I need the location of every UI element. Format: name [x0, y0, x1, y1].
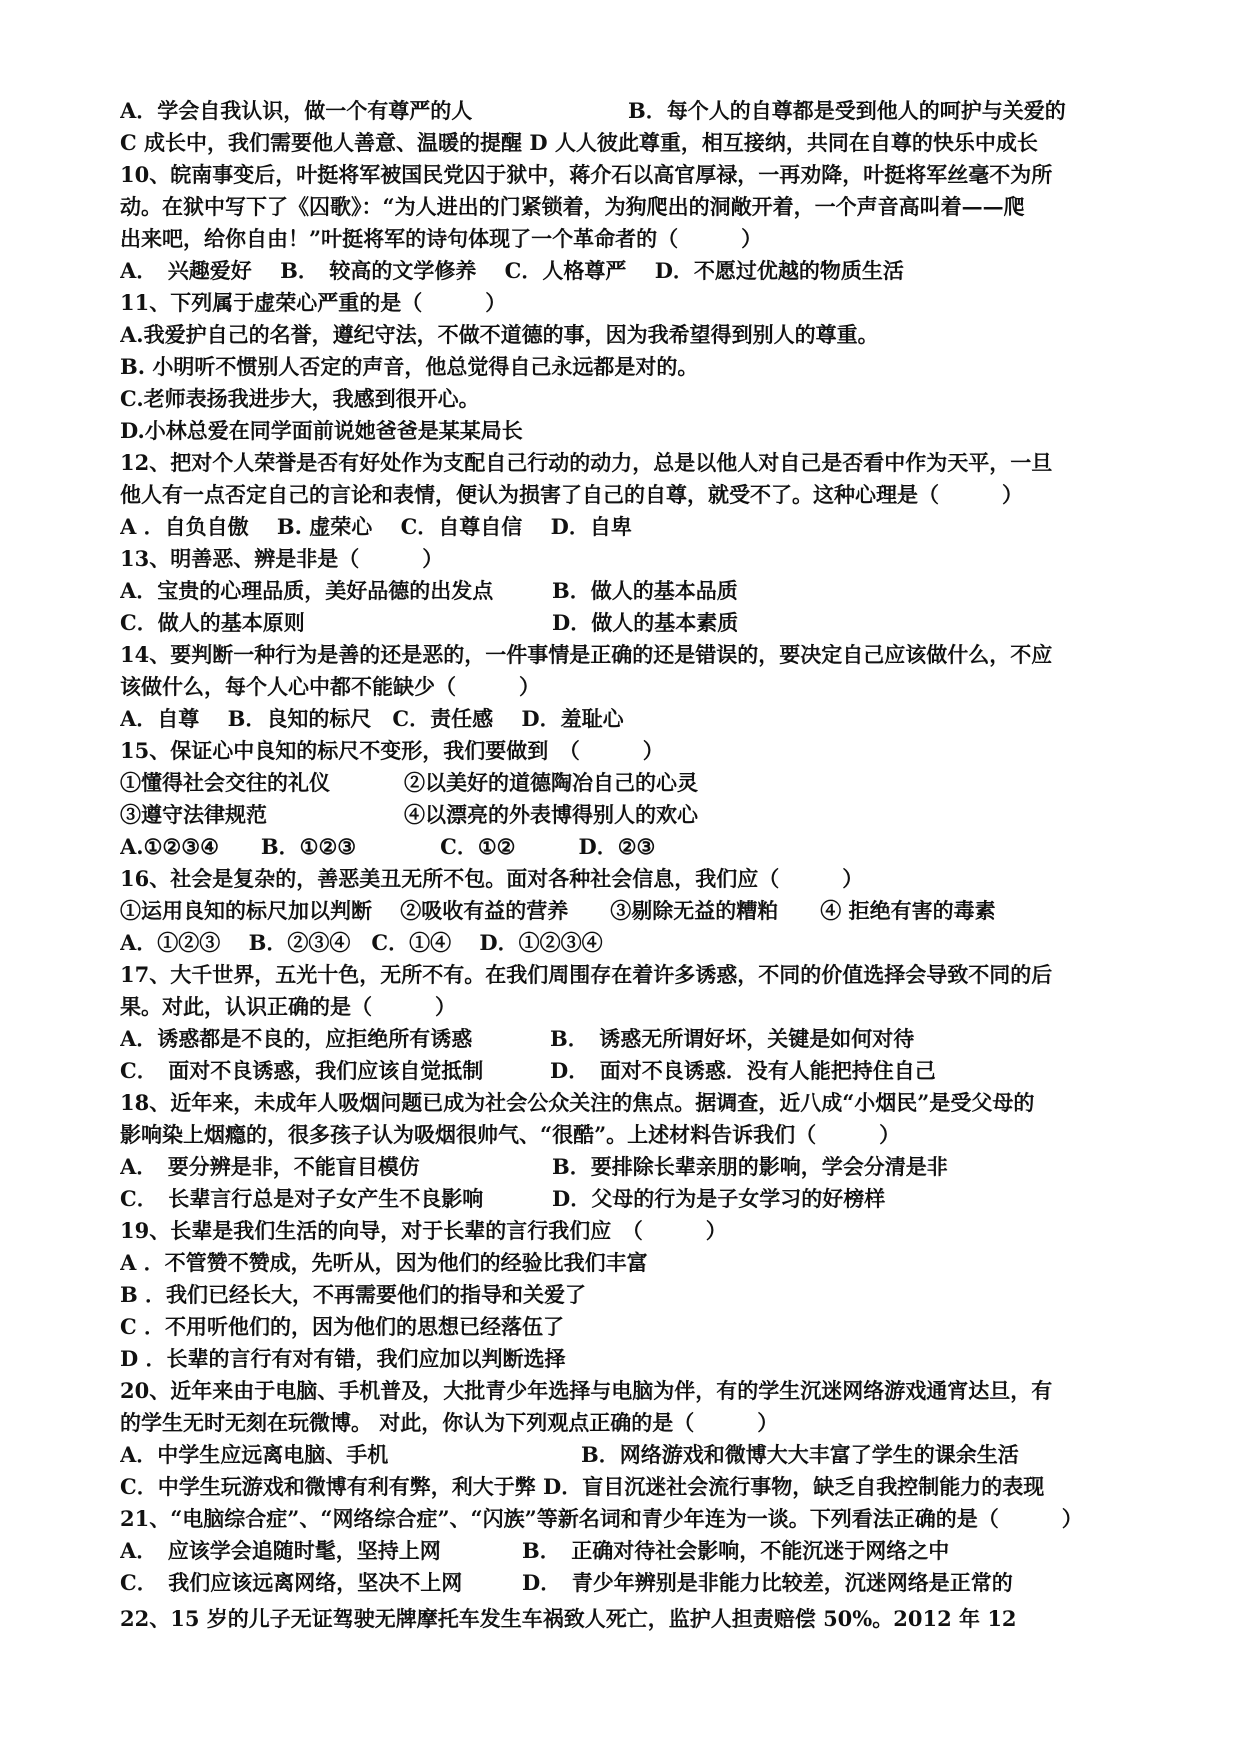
option-d: D．做人的基本素质	[552, 610, 739, 635]
question-14-stem: 该做什么，每个人心中都不能缺少（ ）	[120, 674, 540, 699]
question-11-option-d: D.小林总爱在同学面前说她爸爸是某某局长	[120, 418, 523, 443]
option-a: A． 应该学会追随时髦，坚持上网	[120, 1538, 441, 1563]
option-b: B． 正确对待社会影响，不能沉迷于网络之中	[522, 1538, 950, 1563]
question-20-stem: 20、近年来由于电脑、手机普及，大批青少年选择与电脑为伴，有的学生沉迷网络游戏通宵达旦，有	[120, 1378, 1053, 1403]
question-17-stem: 17、大千世界，五光十色，无所不有。在我们周围存在着许多诱惑，不同的价值选择会导致不同的后	[120, 962, 1053, 987]
question-21-stem: 21、“电脑综合症”、“网络综合症”、“闪族”等新名词和青少年连为一谈。下列看法正确的是（ ）	[120, 1506, 1083, 1531]
option-d: D． 青少年辨别是非能力比较差，沉迷网络是正常的	[522, 1570, 1013, 1595]
option-b: B．要排除长辈亲朋的影响，学会分清是非	[552, 1154, 948, 1179]
question-16-items: ①运用良知的标尺加以判断 ②吸收有益的营养 ③剔除无益的糟粕 ④ 拒绝有害的毒素	[120, 898, 996, 923]
question-16-stem: 16、社会是复杂的，善恶美丑无所不包。面对各种社会信息，我们应（ ）	[120, 866, 864, 891]
option-d: D． 面对不良诱惑．没有人能把持住自己	[550, 1058, 936, 1083]
question-17-options-cd	[120, 1055, 1130, 1087]
option-line-9	[120, 95, 1130, 127]
option-d: D．父母的行为是子女学习的好榜样	[552, 1186, 886, 1211]
question-22-stem: 22、15 岁的儿子无证驾驶无牌摩托车发生车祸致人死亡，监护人担责赔偿 50%。2012 年 12	[120, 1606, 1017, 1631]
question-18-options-ab	[120, 1151, 1130, 1183]
option-c: C． 面对不良诱惑，我们应该自觉抵制	[120, 1058, 484, 1083]
question-21-options-cd	[120, 1567, 1130, 1599]
question-15-options: A.①②③④ B．①②③ C．①② D．②③	[120, 834, 656, 859]
question-19-option-c: C ．不用听他们的，因为他们的思想已经落伍了	[120, 1314, 565, 1339]
option-b: B．做人的基本品质	[552, 578, 738, 603]
question-10-stem: 动。在狱中写下了《囚歌》：“为人进出的门紧锁着，为狗爬出的洞敞开着，一个声音高叫着——爬	[120, 194, 1025, 219]
question-13-options-ab	[120, 575, 1130, 607]
question-21-options-ab	[120, 1535, 1130, 1567]
option-a: A． 要分辨是非，不能盲目模仿	[120, 1154, 420, 1179]
question-19-option-b: B ．我们已经长大，不再需要他们的指导和关爱了	[120, 1282, 587, 1307]
question-11-option-c: C.老师表扬我进步大，我感到很开心。	[120, 386, 480, 411]
option-b: B． 诱惑无所谓好坏，关键是如何对待	[550, 1026, 915, 1051]
question-10-stem: 10、皖南事变后，叶挺将军被国民党囚于狱中，蒋介石以高官厚禄，一再劝降，叶挺将军丝毫不为所	[120, 162, 1053, 187]
question-10-stem: 出来吧，给你自由！”叶挺将军的诗句体现了一个革命者的（ ）	[120, 226, 763, 251]
question-16-options: A．①②③ B．②③④ C．①④ D．①②③④	[120, 930, 603, 955]
question-19-option-a: A ．不管赞不赞成，先听从，因为他们的经验比我们丰富	[120, 1250, 648, 1275]
item-4: ④以漂亮的外表博得别人的欢心	[404, 802, 698, 827]
question-14-stem: 14、要判断一种行为是善的还是恶的，一件事情是正确的还是错误的，要决定自己应该做什么，不应	[120, 642, 1053, 667]
question-12-stem: 他人有一点否定自己的言论和表情，便认为损害了自己的自尊，就受不了。这种心理是（ ）	[120, 482, 1023, 507]
question-19-stem: 19、长辈是我们生活的向导，对于长辈的言行我们应 （ ）	[120, 1218, 727, 1243]
item-2: ②以美好的道德陶冶自己的心灵	[404, 770, 698, 795]
question-11-stem: 11、下列属于虚荣心严重的是（ ）	[120, 290, 507, 315]
option-a: A．宝贵的心理品质，美好品德的出发点	[120, 578, 494, 603]
question-12-options: A ．自负自傲 B. 虚荣心 C．自尊自信 D．自卑	[120, 514, 632, 539]
question-12-stem: 12、把对个人荣誉是否有好处作为支配自己行动的动力，总是以他人对自己是否看中作为天平，一旦	[120, 450, 1053, 475]
option-c: C．做人的基本原则	[120, 610, 305, 635]
question-20-options-ab	[120, 1439, 1130, 1471]
option-b: B．每个人的自尊都是受到他人的呵护与关爱的	[628, 98, 1066, 123]
question-19-option-d: D ．长辈的言行有对有错，我们应加以判断选择	[120, 1346, 566, 1371]
item-1: ①懂得社会交往的礼仪	[120, 770, 330, 795]
question-15-items-34	[120, 799, 1130, 831]
question-15-stem: 15、保证心中良知的标尺不变形，我们要做到 （ ）	[120, 738, 664, 763]
option-c: C． 长辈言行总是对子女产生不良影响	[120, 1186, 484, 1211]
question-10-options: A． 兴趣爱好 B． 较高的文学修养 C．人格尊严 D．不愿过优越的物质生活	[120, 258, 904, 283]
question-11-option-b: B. 小明听不惯别人否定的声音，他总觉得自己永远都是对的。	[120, 354, 699, 379]
question-17-options-ab	[120, 1023, 1130, 1055]
option-line-9-cd: C 成长中，我们需要他人善意、温暖的提醒 D 人人彼此尊重，相互接纳，共同在自尊的快乐中成长	[120, 130, 1038, 155]
question-14-options: A．自尊 B．良知的标尺 C．责任感 D．羞耻心	[120, 706, 624, 731]
option-a: A．中学生应远离电脑、手机	[120, 1442, 389, 1467]
question-13-stem: 13、明善恶、辨是非是（ ）	[120, 546, 444, 571]
question-15-items-12	[120, 767, 1130, 799]
item-3: ③遵守法律规范	[120, 802, 267, 827]
option-a: A．学会自我认识，做一个有尊严的人	[120, 98, 473, 123]
question-11-option-a: A.我爱护自己的名誉，遵纪守法，不做不道德的事，因为我希望得到别人的尊重。	[120, 322, 879, 347]
option-b: B．网络游戏和微博大大丰富了学生的课余生活	[581, 1442, 1019, 1467]
question-20-stem: 的学生无时无刻在玩微博。 对此，你认为下列观点正确的是（ ）	[120, 1410, 779, 1435]
question-18-stem: 18、近年来，未成年人吸烟问题已成为社会公众关注的焦点。据调查，近八成“小烟民”是受父母的	[120, 1090, 1035, 1115]
question-18-options-cd	[120, 1183, 1130, 1215]
question-17-stem: 果。对此，认识正确的是（ ）	[120, 994, 456, 1019]
option-c: C． 我们应该远离网络，坚决不上网	[120, 1570, 463, 1595]
question-18-stem: 影响染上烟瘾的，很多孩子认为吸烟很帅气、“很酷”。上述材料告诉我们（ ）	[120, 1122, 901, 1147]
question-13-options-cd	[120, 607, 1130, 639]
question-20-options-cd: C．中学生玩游戏和微博有利有弊，利大于弊 D．盲目沉迷社会流行事物，缺乏自我控制能力的表现	[120, 1474, 1045, 1499]
option-a: A．诱惑都是不良的，应拒绝所有诱惑	[120, 1026, 473, 1051]
